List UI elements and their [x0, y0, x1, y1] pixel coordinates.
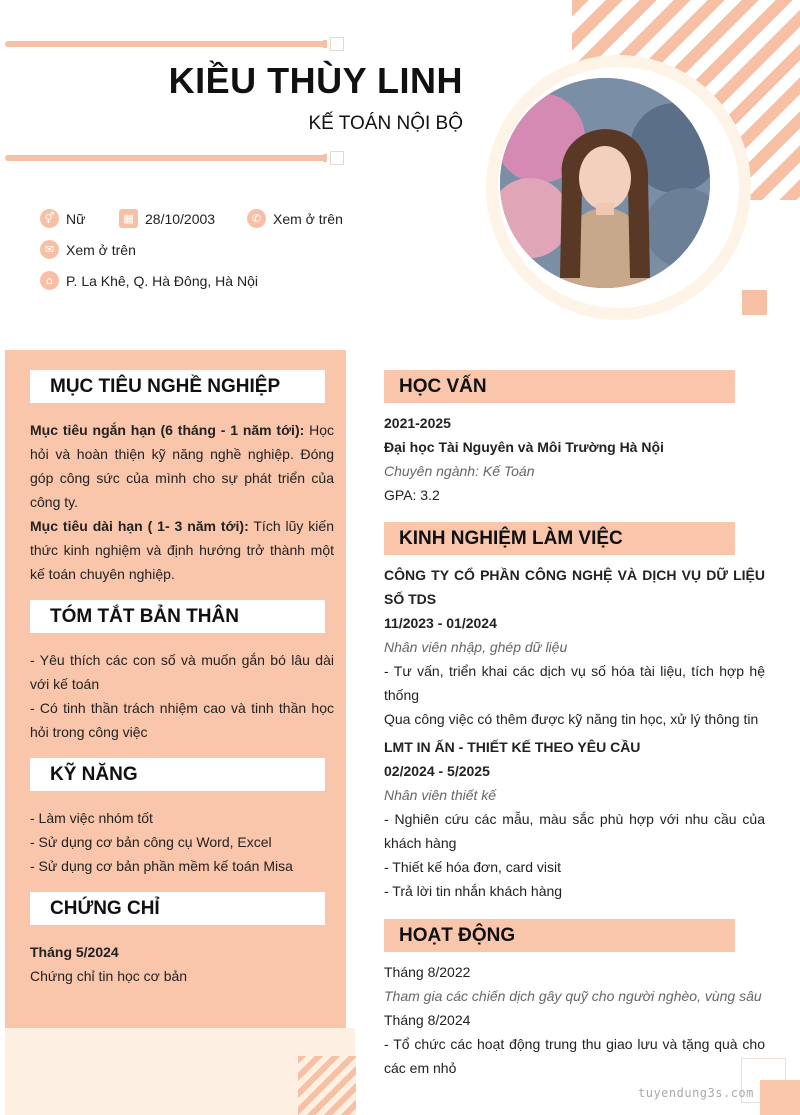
decor-stripes-bottom-left	[298, 1056, 356, 1115]
decor-square	[742, 290, 767, 315]
decor-square-bottom-right	[760, 1080, 800, 1115]
profile-photo	[500, 78, 710, 288]
experience-block	[384, 563, 765, 903]
header-line-top-end	[330, 37, 344, 51]
dob-value: 28/10/2003	[145, 210, 216, 227]
job-line: - Trả lời tin nhắn khách hàng	[384, 883, 563, 899]
email-icon: ✉	[40, 240, 59, 259]
info-email	[40, 240, 136, 259]
job-position: Nhân viên thiết kế	[384, 787, 497, 803]
email-value: Xem ở trên	[66, 241, 136, 258]
section-title-summary: TÓM TẮT BẢN THÂN	[30, 600, 325, 633]
header-line-bottom	[5, 155, 325, 161]
education-school: Đại học Tài Nguyên và Môi Trường Hà Nội	[384, 439, 664, 455]
skills-list	[30, 806, 334, 878]
job-line: - Nghiên cứu các mẫu, màu sắc phù hợp với nhu cầu của khách hàng	[384, 811, 765, 851]
job-line: - Thiết kế hóa đơn, card visit	[384, 859, 562, 875]
education-major: Chuyên ngành: Kế Toán	[384, 463, 535, 479]
section-title-education: HỌC VẤN	[384, 370, 735, 403]
watermark: tuyendung3s.com	[638, 1086, 754, 1100]
summary-item: - Yêu thích các con số và muốn gắn bó lâu dài với kế toán	[30, 652, 334, 692]
education-gpa: GPA: 3.2	[384, 487, 440, 503]
header-line-top	[5, 41, 325, 47]
calendar-icon: ▦	[119, 209, 138, 228]
section-title-certs: CHỨNG CHỈ	[30, 892, 325, 925]
education-block	[384, 411, 765, 507]
activity-text: - Tổ chức các hoạt động trung thu giao lưu và tặng quà cho các em nhỏ	[384, 1036, 765, 1076]
section-title-experience: KINH NGHIỆM LÀM VIỆC	[384, 522, 735, 555]
cert-date: Tháng 5/2024	[30, 944, 119, 960]
job-company: CÔNG TY CỔ PHẦN CÔNG NGHỆ VÀ DỊCH VỤ DỮ LIỆU SỐ TDS	[384, 567, 765, 607]
objective-short-label: Mục tiêu ngắn hạn (6 tháng - 1 năm tới):	[30, 422, 305, 438]
objective-short-text: Học hỏi và hoàn thiện kỹ năng nghề nghiệp. Đóng góp công sức của mình cho sự phát triển của công ty.	[30, 422, 335, 510]
objective-text	[30, 418, 334, 586]
objective-long-text: Tích lũy kiến thức kinh nghiệm và định hướng trở thành một kế toán chuyên nghiệp.	[30, 518, 334, 582]
info-address	[40, 271, 258, 290]
objective-long-label: Mục tiêu dài hạn ( 1- 3 năm tới):	[30, 518, 249, 534]
profile-photo-image	[500, 78, 710, 288]
summary-list	[30, 648, 334, 744]
activities-block	[384, 960, 765, 1080]
header-line-bottom-end	[330, 151, 344, 165]
header-line-top-dot	[323, 40, 327, 48]
section-title-objective: MỤC TIÊU NGHỀ NGHIỆP	[30, 370, 325, 403]
home-icon: ⌂	[40, 271, 59, 290]
skill-item: - Sử dụng cơ bản công cụ Word, Excel	[30, 834, 272, 850]
job-line: - Tư vấn, triển khai các dịch vụ số hóa tài liệu, tích hợp hệ thống	[384, 663, 765, 703]
cert-name: Chứng chỉ tin học cơ bản	[30, 968, 188, 984]
job-period: 11/2023 - 01/2024	[384, 615, 497, 631]
phone-icon: ✆	[247, 209, 266, 228]
section-title-skills: KỸ NĂNG	[30, 758, 325, 791]
education-years: 2021-2025	[384, 415, 451, 431]
job-position: Nhân viên nhập, ghép dữ liệu	[384, 639, 568, 655]
section-title-activities: HOẠT ĐỘNG	[384, 919, 735, 952]
job-line: Qua công việc có thêm được kỹ năng tin học, xử lý thông tin	[384, 711, 759, 727]
candidate-name: KIỀU THÙY LINH	[168, 60, 463, 101]
address-value: P. La Khê, Q. Hà Đông, Hà Nội	[66, 272, 258, 289]
info-dob	[119, 209, 215, 228]
job-period: 02/2024 - 5/2025	[384, 763, 490, 779]
certs-list	[30, 940, 334, 988]
candidate-role: KẾ TOÁN NỘI BỘ	[308, 113, 463, 134]
activity-date: Tháng 8/2022	[384, 964, 471, 980]
activity-date: Tháng 8/2024	[384, 1012, 471, 1028]
gender-value: Nữ	[66, 210, 86, 227]
summary-item: - Có tinh thần trách nhiệm cao và tinh thần học hỏi trong công việc	[30, 700, 334, 740]
job-company: LMT IN ẤN - THIẾT KẾ THEO YÊU CẦU	[384, 739, 641, 755]
skill-item: - Sử dụng cơ bản phần mềm kế toán Misa	[30, 858, 293, 874]
gender-icon: ⚥	[40, 209, 59, 228]
info-phone	[247, 209, 343, 228]
header-line-bottom-dot	[323, 154, 327, 162]
phone-value: Xem ở trên	[273, 210, 343, 227]
activity-text: Tham gia các chiến dịch gây quỹ cho người nghèo, vùng sâu	[384, 988, 762, 1004]
info-gender	[40, 209, 85, 228]
skill-item: - Làm việc nhóm tốt	[30, 810, 153, 826]
